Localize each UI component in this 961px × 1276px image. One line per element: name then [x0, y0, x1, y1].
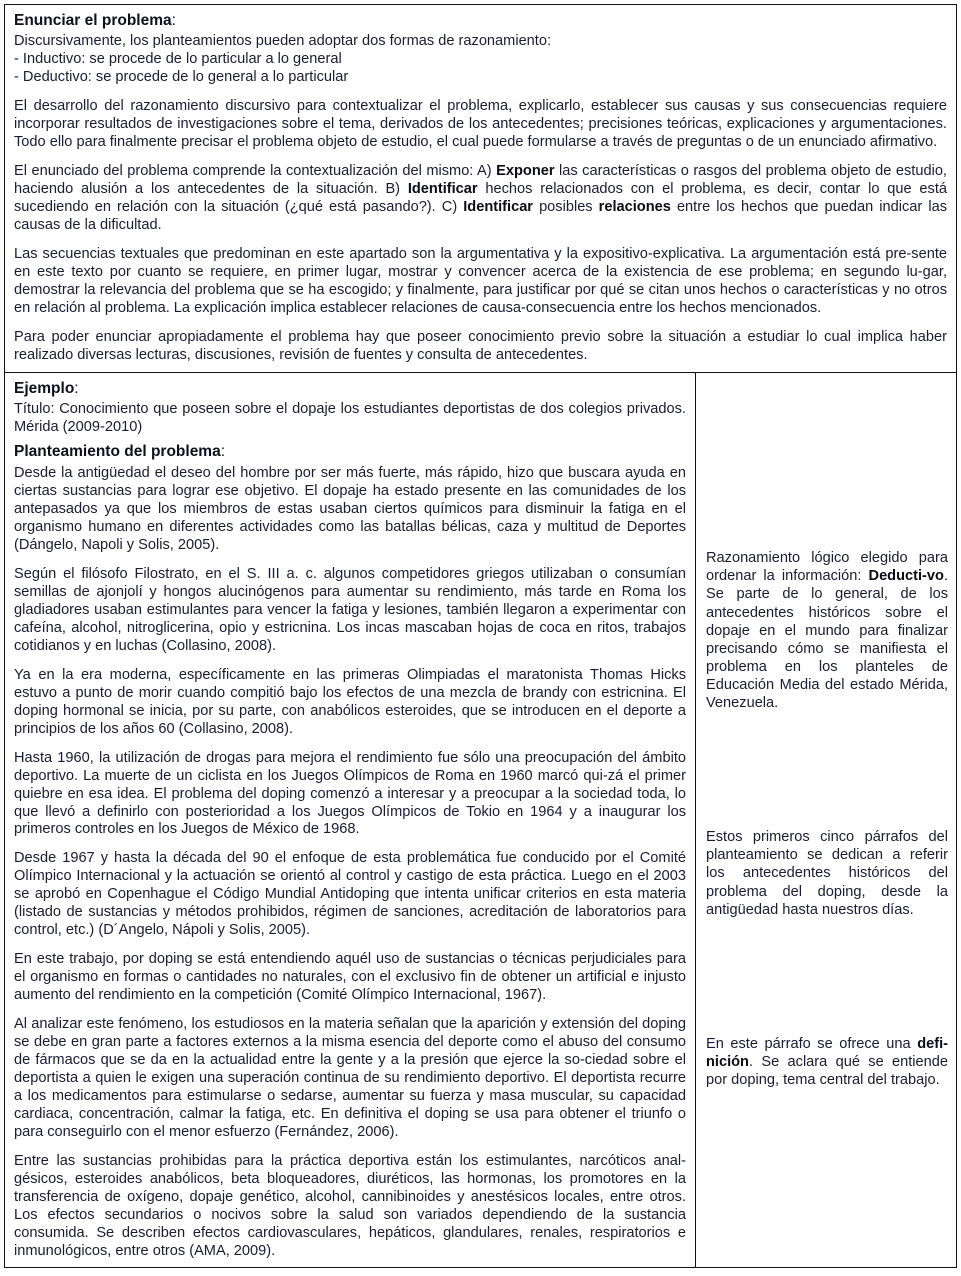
section-one-heading-text: Enunciar el problema [14, 12, 172, 29]
section-two-subheading-colon: : [220, 442, 226, 460]
section-ejemplo [5, 373, 956, 1267]
annotation-3-bold: defi-nición [706, 1036, 948, 1071]
annotation-3-part-b: . Se aclara qué se entiende por doping, tema central del trabajo. [706, 1054, 948, 1089]
section-one-heading-colon: : [171, 12, 176, 29]
section-enunciar-el-problema [5, 5, 956, 373]
section-one-heading [14, 11, 947, 31]
annotation-2-part-a: Estos primeros cinco párrafos del planteamiento se dedican a referir los antecedentes históricos del problema del doping, desde la antigüedad hasta nuestros días. [706, 829, 948, 918]
annotation-1-part-b: . Se parte de lo general, de los antecedentes históricos sobre el dopaje en el mundo para finalizar precisando cómo se manifiesta el problema en los planteles de Educación Media del estado Mérida, Venezuela. [706, 568, 948, 712]
p2-bold-relaciones: relaciones [598, 198, 671, 215]
section-one-paragraph-3: Las secuencias textuales que predominan en este apartado son la argumentativa y la expositivo-explicativa. La argumentación está pre-sente en este texto por cuanto se requiere, en primer lugar, mostrar y convencer acerca de la existencia de ese problema; en segundo lu-gar, demostrar la relevancia del problema que se ha escogido; y finalmente, para justificar por qué se citan unos hechos o características y no otros en relación al problema. La explicación implica establecer relaciones de causa-consecuencia entre los hechos mencionados. [14, 245, 947, 317]
p2-bold-exponer: Exponer [496, 162, 555, 179]
annotation-razonamiento-deductivo [706, 549, 948, 712]
p2-part-c: hechos relacionados con el problema, es decir, contar lo que está sucediendo en relación con la situación (¿qué está pasando?). C) [14, 180, 947, 215]
p2-part-b: las características o rasgos del problema objeto de estudio, haciendo alusión a los antecedentes de la situación. B) [14, 162, 947, 197]
example-annotation-column [696, 373, 956, 1267]
example-paragraph-4: Hasta 1960, la utilización de drogas para mejora el rendimiento fue sólo una preocupación del ámbito deportivo. La muerte de un ciclista en los Juegos Olímpicos de Roma en 1960 marcó qui-zá el primer quiebre en esa idea. El problema del doping comenzó a interesar y a preocupar a la sociedad toda, lo que llevó a definirlo con posterioridad a los Juegos Olímpicos de Tokio en 1964 y a inaugurar los primeros controles en los Juegos de México de 1968. [14, 749, 686, 838]
p2-bold-identificar-1: Identificar [407, 180, 478, 197]
example-paragraph-3: Ya en la era moderna, específicamente en las primeras Olimpiadas el maratonista Thomas Hicks estuvo a punto de morir cuando compitió bajo los efectos de una mezcla de brandy con estricnina. El doping hormonal se inicia, por su parte, con anabólicos esteroides, que se introducen en el deporte a principios de los años 60 (Collasino, 2008). [14, 666, 686, 737]
section-one-paragraph-1: El desarrollo del razonamiento discursivo para contextualizar el problema, explicarlo, establecer sus causas y sus consecuencias requiere incorporar resultados de investigaciones sobre el tema, derivados de los antecedentes; precisiones teóricas, explicaciones y argumentaciones. Todo ello para finalmente precisar el problema objeto de estudio, el cual puede formularse a través de preguntas o de un enunciado afirmativo. [14, 97, 947, 150]
example-title-label: Título: [14, 400, 55, 417]
section-two-subheading-text: Planteamiento del problema [14, 442, 221, 460]
example-paragraph-1: Desde la antigüedad el deseo del hombre por ser más fuerte, más rápido, hizo que buscara ayuda en ciertas sustancias para lograr ese objetivo. El dopaje ha estado presente en las comunidades de los antepasados ya que los miembros de estas usaban ciertos químicos para disminuir la fatiga en el organismo humano en diferentes actividades como las batallas bélicas, caza y multitud de Deportes (Dángelo, Napoli y Solis, 2005). [14, 464, 686, 553]
example-title [14, 400, 686, 436]
section-two-heading-text: Ejemplo [14, 380, 75, 398]
section-one-paragraph-4: Para poder enunciar apropiadamente el problema hay que poseer conocimiento previo sobre la situación a estudiar lo cual implica haber realizado diversas lecturas, discusiones, revisión de fuentes y consulta de antecedentes. [14, 329, 947, 364]
annotation-1-bold: Deducti-vo [868, 568, 944, 585]
p2-part-a: El enunciado del problema comprende la contextualización del mismo: A) [14, 162, 497, 179]
example-main-column [5, 373, 696, 1267]
bullet-inductivo: - Inductivo: se procede de lo particular a lo general [14, 50, 342, 67]
section-two-heading-colon: : [74, 380, 79, 398]
annotation-definicion [706, 1035, 948, 1089]
p2-part-e: entre los hechos que puedan indicar las causas de la dificultad. [14, 198, 947, 233]
section-one-paragraph-2 [14, 162, 947, 234]
example-paragraph-2: Según el filósofo Filostrato, en el S. III a. c. algunos competidores griegos utilizaban o consumían semillas de ajonjolí y hongos alucinógenos para aumentar su rendimiento, más tarde en Roma los gladiadores usaban estimulantes para vencer la fatiga y lesiones, también llegaron a experimentar con cafeína, alcohol, nitroglicerina, opio y estricnina. Los incas mascaban hojas de coca en ritos, trabajos cotidianos y en luchas (Collasino, 2008). [14, 565, 686, 654]
section-two-subheading [14, 442, 686, 462]
example-paragraph-6: En este trabajo, por doping se está entendiendo aquél uso de sustancias o técnicas perjudiciales para el organismo en formas o cantidades no naturales, con el exclusivo fin de obtener un artificial e injusto aumento del rendimiento en la competición (Comité Olímpico Internacional, 1967). [14, 951, 686, 1004]
example-title-text: Conocimiento que poseen sobre el dopaje los estudiantes deportistas de dos colegios privados. Mérida (2009-2010) [14, 400, 686, 435]
annotation-3-part-a: En este párrafo se ofrece una [706, 1036, 918, 1053]
bullet-deductivo: - Deductivo: se procede de lo general a lo particular [14, 68, 349, 85]
section-two-heading [14, 379, 686, 399]
example-paragraph-8: Entre las sustancias prohibidas para la práctica deportiva están los estimulantes, narcóticos anal-gésicos, esteroides anabólicos, beta bloqueadores, diuréticos, las hormonas, los promotores en la transferencia de oxígeno, dopaje genético, alcohol, cannibinoides y anestésicos locales, entre otros. Los efectos secundarios o nocivos sobre la salud son variados dependiendo de la sustancia consumida. Se describen efectos cardiovasculares, hepáticos, glandulares, renales, respiratorios e inmunológicos, entre otros (AMA, 2009). [14, 1153, 686, 1260]
p2-bold-identificar-2: Identificar [463, 198, 533, 215]
example-paragraph-5: Desde 1967 y hasta la década del 90 el enfoque de esta problemática fue conducido por el Comité Olímpico Internacional y la actuación se orientó al control y castigo de esta práctica. Luego en el 2003 se aprobó en Copenhague el Código Mundial Antidoping que intenta unificar criterios en esta materia (listado de sustancias y métodos prohibidos, régimen de sanciones, acreditación de laboratorios para control, etc.) (D´Angelo, Nápoli y Solis, 2005). [14, 850, 686, 939]
p2-part-d: posibles [533, 198, 599, 215]
document-table [4, 4, 957, 1268]
section-one-intro: Discursivamente, los planteamientos pueden adoptar dos formas de razonamiento: [14, 32, 552, 49]
annotation-1-part-a: Razonamiento lógico elegido para ordenar la información: [706, 550, 948, 585]
example-paragraph-7: Al analizar este fenómeno, los estudiosos en la materia señalan que la aparición y extensión del doping se debe en gran parte a factores externos a la misma esencia del deporte como el abuso del consumo de fármacos que se da en la actualidad entre la gente y a la presión que ejerce la so-ciedad sobre el deportista a quien le exigen una superación continua de su rendimiento deportivo. El deportista recurre a los medicamentos para estimularse o sedarse, aumentar su fuerza y masa muscular, su capacidad cardiaca, concentración, calmar la fatiga, etc. En definitiva el doping se usa para obtener el triunfo o para conseguirlo con el menor esfuerzo (Fernández, 2006). [14, 1016, 686, 1141]
annotation-antecedentes-historicos [706, 828, 948, 919]
